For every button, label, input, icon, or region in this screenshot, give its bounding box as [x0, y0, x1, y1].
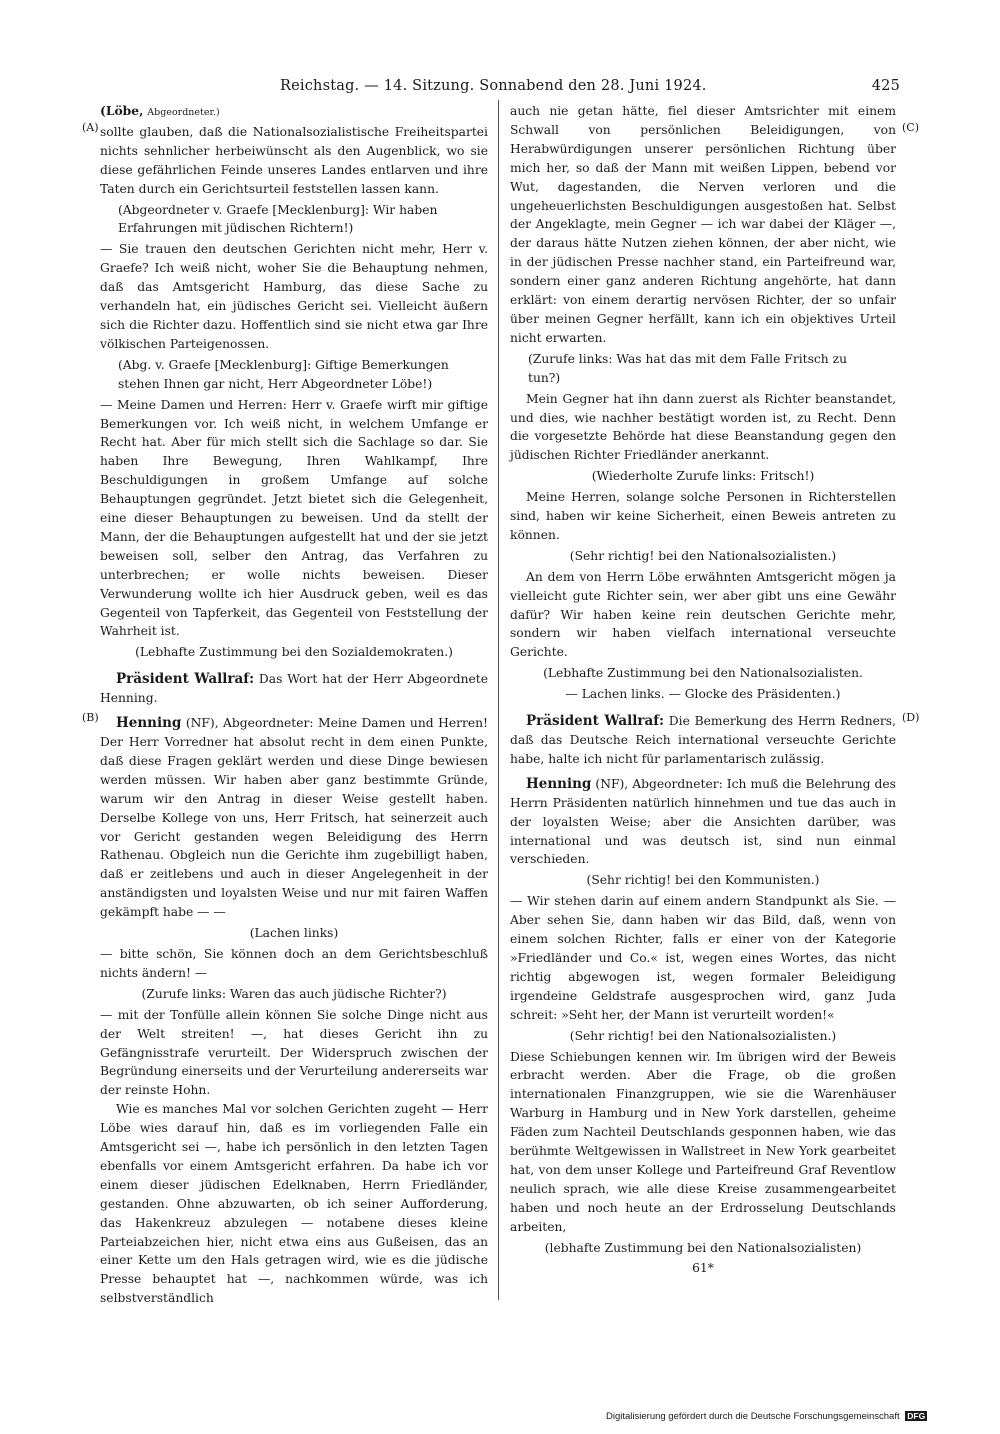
paragraph: Meine Herren, solange solche Personen in Richterstellen sind, haben wir keine Sicherheit, einen Beweis antreten zu können. [510, 490, 896, 542]
interjection: (Zurufe links: Was hat das mit dem Falle Fritsch zu tun?) [528, 351, 847, 385]
paragraph: sollte glauben, daß die Nationalsozialistische Freiheitspartei nichts sehnlicher herbeiwünscht als den Augenblick, wo sie diese gefährlichen Feinde unseres Landes entlarven und ihre Taten durch ein Gerichtsurteil feststellen lassen kann. [100, 124, 488, 196]
speaker-head [100, 102, 488, 123]
paragraph: An dem von Herrn Löbe erwähnten Amtsgericht mögen ja vielleicht gute Richter sein, wer aber gibt uns eine Gewähr dafür? Wir haben keine rein deutschen Gerichte mehr, sondern wir haben vielfach international verseuchte Gerichte. [510, 569, 896, 660]
margin-mark-c: (C) [902, 121, 919, 134]
paragraph: Wie es manches Mal vor solchen Gerichten zugeht — Herr Löbe wies darauf hin, daß es im vorliegenden Falle ein Amtsgericht sei —, habe ich persönlich in den letzten Tagen ebenfalls vor einem Amtsgericht erfahren. Da habe ich vor einem dieser jüdischen Edelknaben, Herrn Friedländer, gestanden. Ohne abzuwarten, ob ich seiner Aufforderung, das Hakenkreuz abzulegen — notabene dieses kleine Parteiabzeichen hier, nicht etwa eins aus Gußeisen, das an einer Kette um den Hals getragen wird, wie es die jüdische Presse behauptet hat —, nachkommen würde, was ich selbstverständlich [100, 1102, 488, 1306]
president-statement [100, 670, 488, 708]
statement-text: (NF), Abgeordneter: Meine Damen und Herren! Der Herr Vorredner hat absolut recht in dem einen Punkte, daß diese Fragen geklärt werden und diese Dinge bewiesen werden müssen. Wir haben aber ganz bestimmte Gründe, warum wir den Antrag in dieser Weise gestellt haben. Derselbe Kollege von uns, Herr Fritsch, hat seinerzeit auch vor Gericht gestanden wegen Beleidigung des Herrn Rathenau. Obgleich nun die Gerichte ihm zugebilligt haben, daß er zeitlebens und auch in dieser Angelegenheit in der anständigsten und loyalsten Weise und nur mit fairen Waffen gekämpft habe — — [100, 716, 488, 920]
interjection: (Lebhafte Zustimmung bei den Nationalsozialisten. [543, 666, 863, 681]
paragraph: — Sie trauen den deutschen Gerichten nicht mehr, Herr v. Graefe? Ich weiß nicht, woher Sie die Behauptung nehmen, daß das Amtsgericht Hamburg, das diese Sache zu verhandeln hat, ein jüdisches Gericht sei. Vielleicht äußern sich die Richter dazu. Hoffentlich sind sie nicht etwa gar Ihre völkischen Parteigenossen. [100, 242, 488, 351]
speaker-name: Präsident Wallraf: [526, 713, 665, 730]
henning-statement [510, 775, 896, 870]
paragraph: — Meine Damen und Herren: Herr v. Graefe wirft mir giftige Bemerkungen vor. Ich weiß nicht, in welchem Umfange er Recht hat. Aber für mich stellt sich die Sachlage so dar. Sie haben Ihre Bewegung, Ihren Wahlkampf, Ihre Beschuldigungen in großem Umfange auf solche Behauptungen gegründet. Jetzt bietet sich die Gelegenheit, eine dieser Behauptungen zu beweisen. Und da stellt der Mann, der die Behauptungen aufgestellt hat und der sie jetzt beweisen soll, selber den Antrag, das Verfahren zu unterbrechen; er wolle nichts beweisen. Dieser Verwunderung wollte ich hier Ausdruck geben, weil es das Gegenteil von Tapferkeit, das Gegenteil von Feststellung der Wahrheit ist. [100, 397, 488, 639]
paragraph: — bitte schön, Sie können doch an dem Gerichtsbeschluß nichts ändern! — [100, 946, 488, 980]
margin-mark-b: (B) [82, 711, 99, 724]
interjection: (Sehr richtig! bei den Nationalsozialisten.) [569, 548, 837, 563]
interjection: (Lebhafte Zustimmung bei den Sozialdemokraten.) [135, 645, 453, 660]
interjection: — Lachen links. — Glocke des Präsidenten.) [565, 687, 841, 702]
margin-mark-d: (D) [902, 711, 920, 724]
statement-text: Die Bemerkung des Herrn Redners, daß das Deutsche Reich international verseuchte Gerichte habe, halte ich nicht für parlamentarisch zulässig. [510, 714, 896, 766]
speaker-name: Henning [116, 715, 182, 732]
president-statement [510, 712, 896, 769]
interjection: (Wiederholte Zurufe links: Fritsch!) [591, 469, 815, 484]
speaker-head-role: Abgeordneter.) [147, 107, 220, 118]
interjection: (Abg. v. Graefe [Mecklenburg]: Giftige Bemerkungen stehen Ihnen gar nicht, Herr Abgeordneter Löbe!) [118, 357, 449, 391]
page-number: 425 [871, 78, 900, 94]
paragraph: auch nie getan hätte, fiel dieser Amtsrichter mit einem Schwall von persönlichen Beleidigungen, von Herabwürdigungen unserer persönlichen Richtung über mich her, so daß der Mann mit weißen Lippen, bebend vor Wut, dagestanden, die Nerven verloren und die ungeheuerlichsten Beschuldigungen ausgestoßen hat. Selbst der Angeklagte, mein Gegner — ich war dabei der Kläger —, der daraus hätte Nutzen ziehen können, der aber nicht, wie in der jüdischen Presse nachher stand, ein Parteifreund war, sondern einer ganz anderen Richtung angehörte, hat dann erklärt: von einem derartig nervösen Richter, der so unfair über meinen Gegner herfällt, kann ich ein objektives Urteil nicht erwarten. [510, 104, 896, 345]
paragraph: Mein Gegner hat ihn dann zuerst als Richter beanstandet, und dies, wie nachher bestätigt worden ist, zu Recht. Denn die vorgesetzte Behörde hat diese Beanstandung gegen den jüdischen Richter Friedländer anerkannt. [510, 391, 896, 463]
speaker-head-name: (Löbe, [100, 103, 144, 118]
right-column [510, 102, 896, 1280]
henning-statement [100, 714, 488, 922]
paragraph: — Wir stehen darin auf einem andern Standpunkt als Sie. — Aber sehen Sie, dann haben wir das Bild, daß, wenn von einem solchen Richter, falls er einer von der Kategorie »Friedländer und Co.« ist, wegen eines Wortes, das nicht richtig abgewogen ist, wegen formaler Beleidigung irgendeine Geldstrafe ausgesprochen wird, ganz Juda schreit: »Seht her, der Mann ist verurteilt worden!« [510, 894, 896, 1022]
margin-mark-a: (A) [82, 121, 99, 134]
interjection: (Abgeordneter v. Graefe [Mecklenburg]: Wir haben Erfahrungen mit jüdischen Richtern!) [118, 202, 438, 236]
speaker-name: Präsident Wallraf: [116, 671, 255, 688]
interjection: (Zurufe links: Waren das auch jüdische Richter?) [141, 986, 447, 1001]
interjection: (Sehr richtig! bei den Kommunisten.) [586, 873, 820, 888]
statement-text: (NF), Abgeordneter: Ich muß die Belehrung des Herrn Präsidenten natürlich hinnehmen und tue das auch in der loyalsten Weise; aber die Ansichten darüber, was international und was deutsch ist, sind nun einmal verschieden. [510, 776, 896, 867]
interjection: (Lachen links) [249, 926, 339, 941]
column-divider [498, 100, 499, 1300]
left-column [100, 102, 488, 1308]
interjection: (lebhafte Zustimmung bei den Nationalsozialisten) [544, 1240, 862, 1255]
digitization-footer [606, 1411, 986, 1427]
dfg-logo: DFG [907, 1411, 926, 1421]
running-title: Reichstag. — 14. Sitzung. Sonnabend den 28. Juni 1924. [280, 78, 707, 94]
page-header [80, 76, 900, 98]
paragraph: Diese Schiebungen kennen wir. Im übrigen wird der Beweis erbracht werden. Aber die Frage, ob die großen internationalen Finanzgruppen, wie sie die Warenhäuser Warburg in Hamburg und in New York darstellen, geheime Fäden zum Nachteil Deutschlands gesponnen haben, wie das berühmte Weltgewissen in Wallstreet in New York gearbeitet hat, von dem unser Kollege und Parteifreund Graf Reventlow neulich sprach, wie alle diese Kreise zusammengearbeitet haben und noch heute an der Erdrosselung Deutschlands arbeiten, [510, 1049, 896, 1234]
speaker-name: Henning [526, 775, 592, 792]
sheet-signature: 61* [692, 1261, 714, 1276]
paragraph: — mit der Tonfülle allein können Sie solche Dinge nicht aus der Welt streiten! —, hat dieses Gericht ihn zu Gefängnisstrafe verurteilt. Der Widerspruch zwischen der Begründung einerseits und der Verurteilung andererseits war der reinste Hohn. [100, 1007, 488, 1098]
statement-text: Das Wort hat der Herr Abgeordnete Henning. [100, 672, 488, 706]
interjection: (Sehr richtig! bei den Nationalsozialisten.) [569, 1028, 837, 1043]
footer-text: Digitalisierung gefördert durch die Deutsche Forschungsgemeinschaft [606, 1411, 900, 1422]
